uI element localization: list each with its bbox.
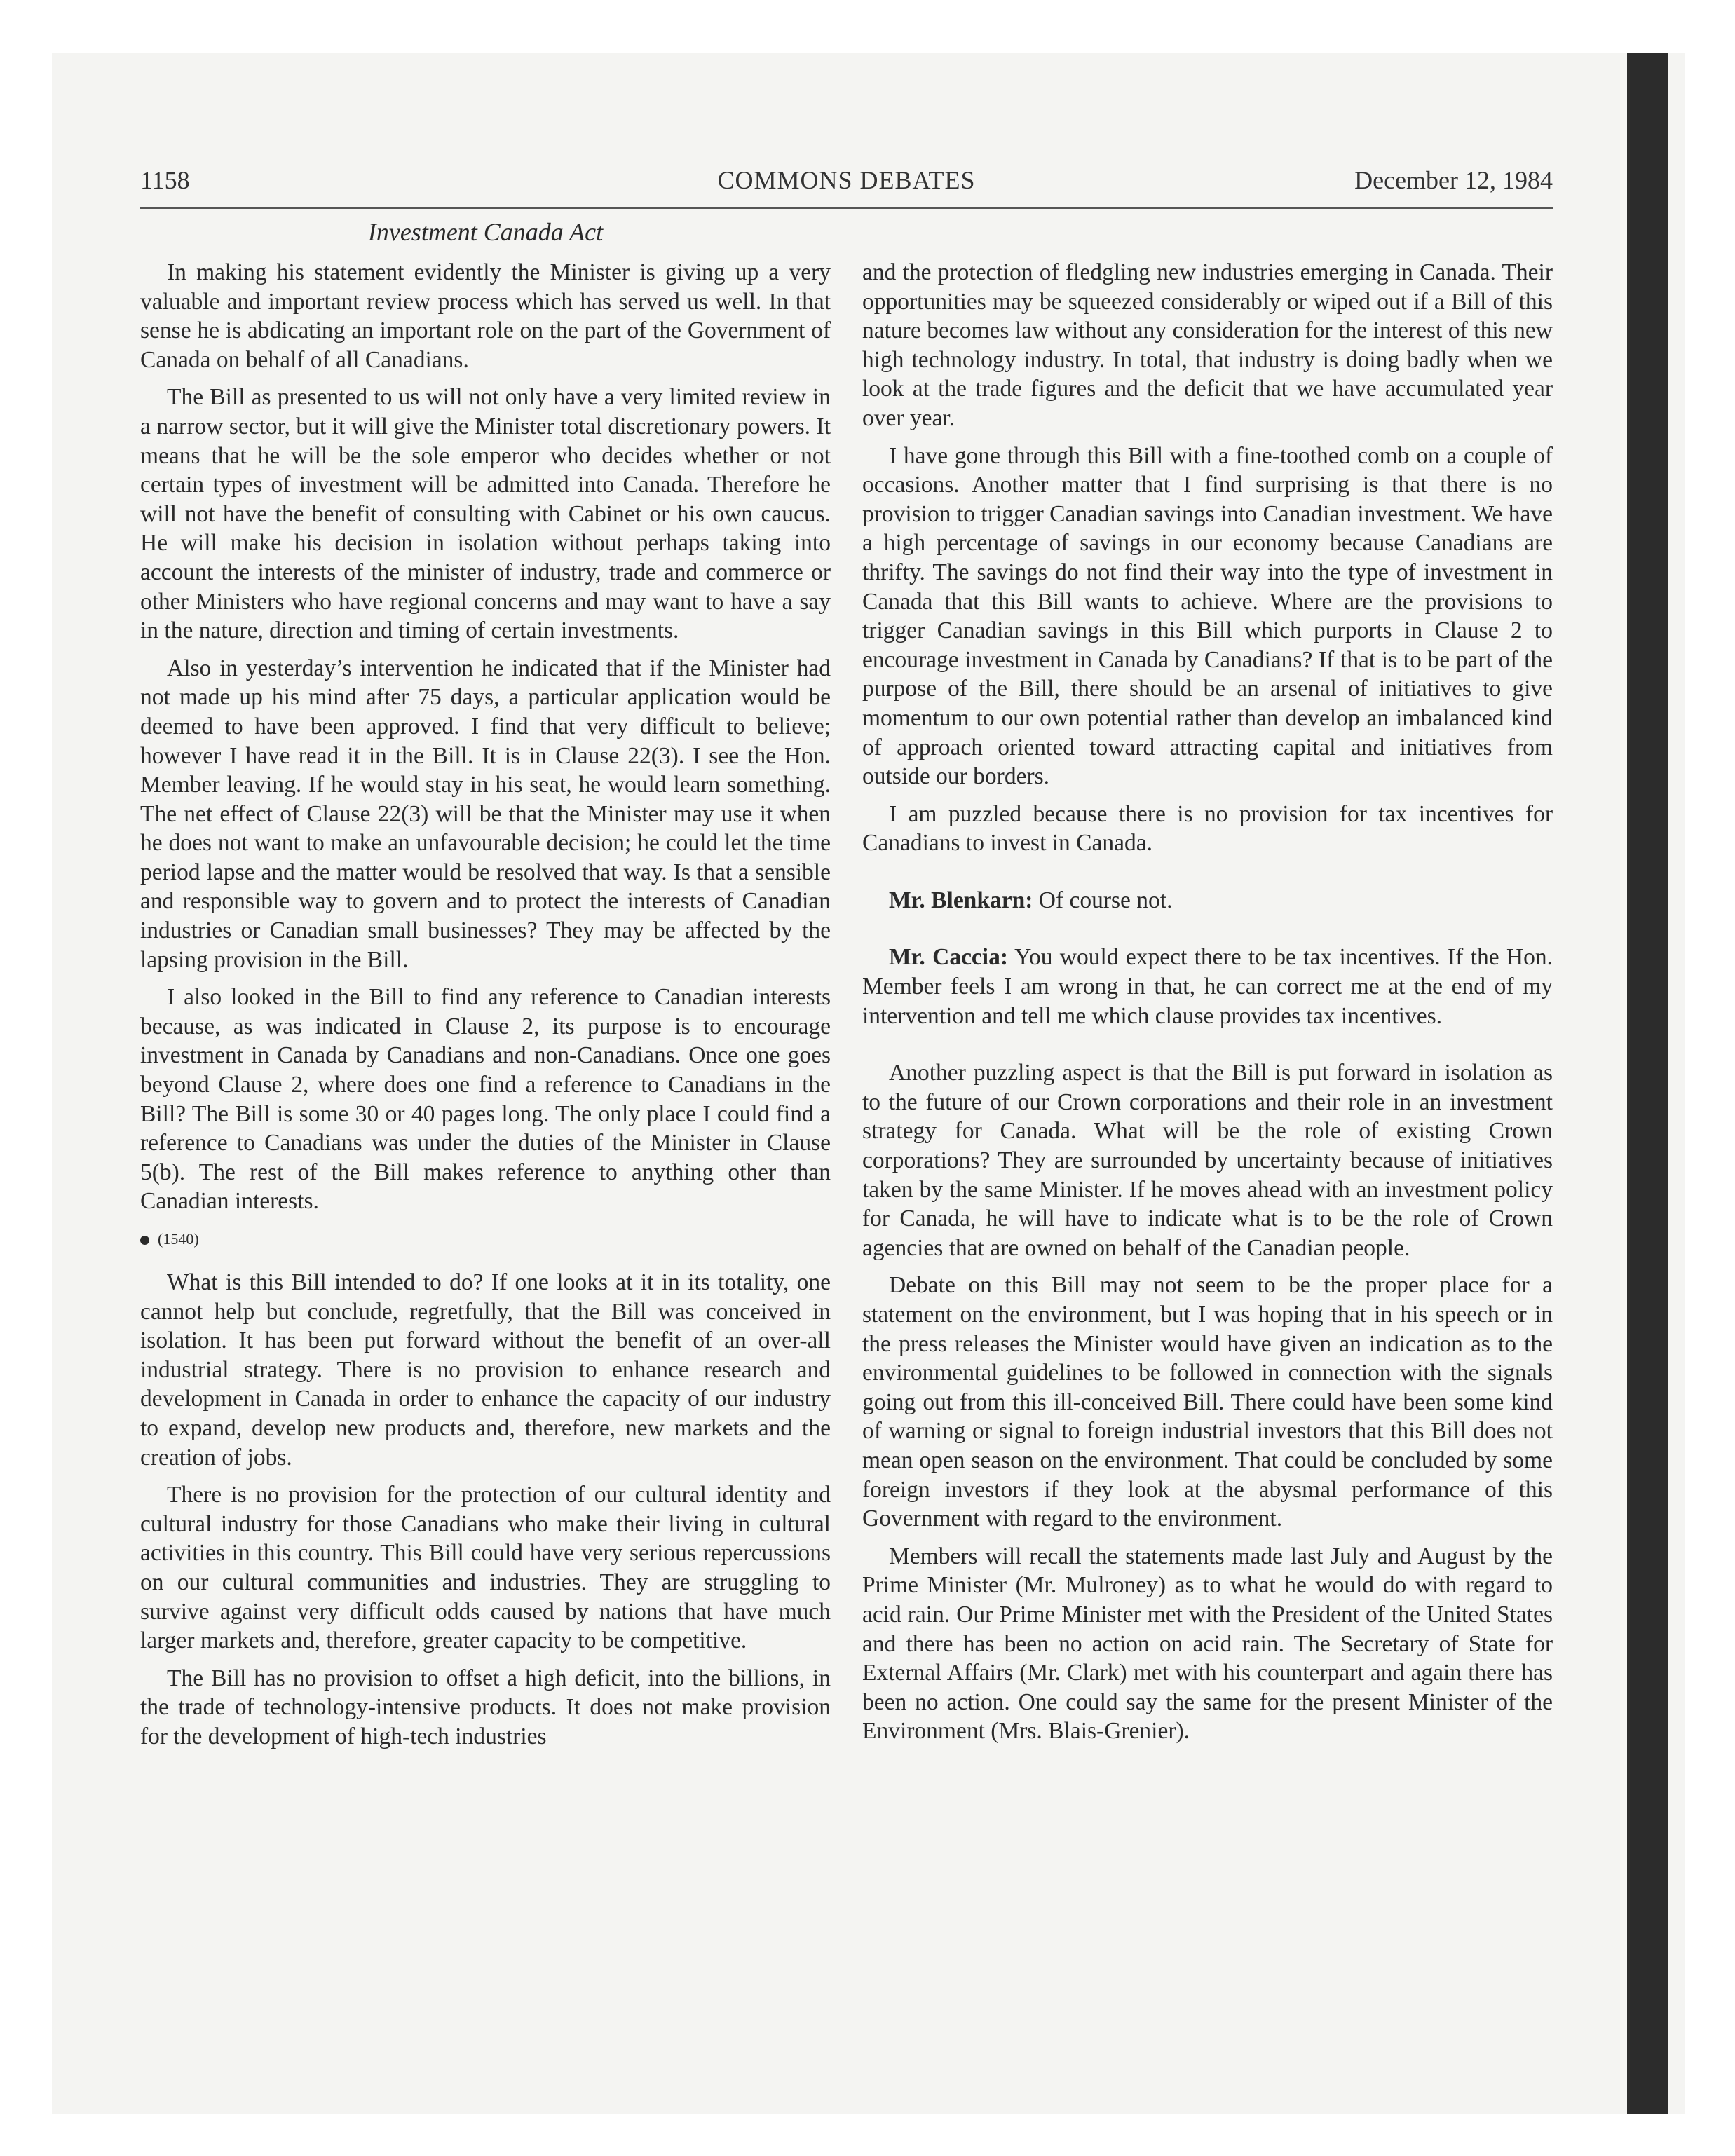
paragraph: I also looked in the Bill to find any reference to Canadian interests because, as was indicated in Clause 2, its purpose is to encourage investment in Canada by Canadians and non-Canadians. Once one goes beyond Clause 2, where does one find a reference to Canadians in the Bill? The Bill is some 30 or 40 pages long. The only place I could find a reference to Canadians was under the duties of the Minister in Clause 5(b). The rest of the Bill makes reference to anything other than Canadian interests. <box>140 984 831 1215</box>
section-title: Investment Canada Act <box>367 218 604 246</box>
paragraph: Also in yesterday’s intervention he indicated that if the Minister had not made up his mind after 75 days, a particular application would be deemed to have been approved. I find that very difficult to believe; however I have read it in the Bill. It is in Clause 22(3). I see the Hon. Member leaving. If he would stay in his seat, he would learn something. The net effect of Clause 22(3) will be that the Minister may use it when he does not want to make an unfavourable decision; he could let the time period lapse and the matter would be resolved that way. Is that a sensible and responsible way to govern and to protect the interests of Canadian industries or Canadian small businesses? They may be affected by the lapsing provision in the Bill. <box>140 655 831 973</box>
left-column <box>140 258 831 1760</box>
speech-text: You would expect there to be tax incentives. If the Hon. Member feels I am wrong in that, he can correct me at the end of my intervention and tell me which clause provides tax incentives. <box>862 944 1553 1029</box>
speaker-name: Mr. Caccia: <box>889 944 1009 971</box>
speaker-name: Mr. Blenkarn: <box>889 887 1033 913</box>
paragraph: What is this Bill intended to do? If one looks at it in its totality, one cannot help but conclude, regretfully, that the Bill was conceived in isolation. It has been put forward without the benefit of an over-all industrial strategy. There is no provision to enhance research and development in Canada in order to enhance the capacity of our industry to expand, develop new products and, therefore, new markets and the creation of jobs. <box>140 1269 831 1471</box>
page-header <box>140 165 1553 209</box>
paragraph: and the protection of fledgling new industries emerging in Canada. Their opportunities may be squeezed considerably or wiped out if a Bill of this nature becomes law without any consideration for the interest of this new high technology industry. In total, that industry is doing badly when we look at the trade figures and the deficit that we have accumulated year over year. <box>862 259 1553 431</box>
scan-edge-shadow <box>1627 53 1668 2114</box>
paragraph: Debate on this Bill may not seem to be the proper place for a statement on the environment, but I was hoping that in his speech or in the press releases the Minister would have given an indication as to the environmental guidelines to be followed in connection with the signals going out from this ill-conceived Bill. There could have been some kind of warning or signal to foreign industrial investors that this Bill does not mean open season on the environment. That could be concluded by some foreign investors if they look at the abysmal performance of this Government with regard to the environment. <box>862 1272 1553 1532</box>
page-number: 1158 <box>140 166 190 194</box>
interjection-paragraph <box>862 886 1553 915</box>
paragraph: Members will recall the statements made last July and August by the Prime Minister (Mr. Mulroney) as to what he would do with regard to acid rain. Our Prime Minister met with the President of the United States and there has been no action on acid rain. The Secretary of State for External Affairs (Mr. Clark) met with his counterpart and again there has been no action. One could say the same for the present Minister of the Environment (Mrs. Blais-Grenier). <box>862 1543 1553 1745</box>
paragraph: There is no provision for the protection of our cultural identity and cultural industry for those Canadians who make their living in cultural activities in this country. This Bill could have very serious repercussions on our cultural communities and industries. They are struggling to survive against very difficult odds caused by nations that have much larger markets and, therefore, greater capacity to be competitive. <box>140 1482 831 1654</box>
speech-text: Of course not. <box>1033 887 1173 913</box>
publication-title: COMMONS DEBATES <box>717 166 976 194</box>
reply-paragraph <box>862 943 1553 1030</box>
paragraph: I have gone through this Bill with a fine-toothed comb on a couple of occasions. Another matter that I find surprising is that there is no provision to trigger Canadian savings into Canadian investment. We have a high percentage of savings in our economy because Canadians are thrifty. The savings do not find their way into the type of investment in Canada that this Bill wants to achieve. Where are the provisions to trigger Canadian savings in this Bill which purports in Clause 2 to encourage investment in Canada by Canadians? If that is to be part of the purpose of the Bill, there should be an arsenal of initiatives to give momentum to our own potential rather than develop an imbalanced kind of approach oriented toward attracting capital and initiatives from outside our borders. <box>862 442 1553 790</box>
paragraph: The Bill has no provision to offset a high deficit, into the billions, in the trade of technology-intensive products. It does not make provision for the development of high-tech industries <box>140 1665 831 1749</box>
time-marker-label: (1540) <box>158 1230 199 1248</box>
paragraph: The Bill as presented to us will not only have a very limited review in a narrow sector, but it will give the Minister total discretionary powers. It means that he will be the sole emperor who decides whether or not certain types of investment will be admitted into Canada. Therefore he will not have the benefit of consulting with Cabinet or his own caucus. He will make his decision in isolation without perhaps taking into account the interests of the minister of industry, trade and commerce or other Ministers who have regional concerns and may want to have a say in the nature, direction and timing of certain investments. <box>140 384 831 644</box>
right-column <box>862 258 1553 1754</box>
paragraph: I am puzzled because there is no provision for tax incentives for Canadians to invest in Canada. <box>862 800 1553 857</box>
paragraph: In making his statement evidently the Minister is giving up a very valuable and important review process which has served us well. In that sense he is abdicating an important role on the part of the Government of Canada on behalf of all Canadians. <box>140 259 831 373</box>
bullet-icon <box>140 1236 149 1245</box>
page-date: December 12, 1984 <box>1354 166 1553 194</box>
paragraph: Another puzzling aspect is that the Bill is put forward in isolation as to the future of our Crown corporations and their role in an investment strategy for Canada. What will be the role of existing Crown corporations? They are surrounded by uncertainty because of initiatives taken by the same Minister. If he moves ahead with an investment policy for Canada, he will have to indicate what is to be the role of Crown agencies that are owned on behalf of the Canadian people. <box>862 1060 1553 1261</box>
time-marker <box>140 1229 831 1250</box>
